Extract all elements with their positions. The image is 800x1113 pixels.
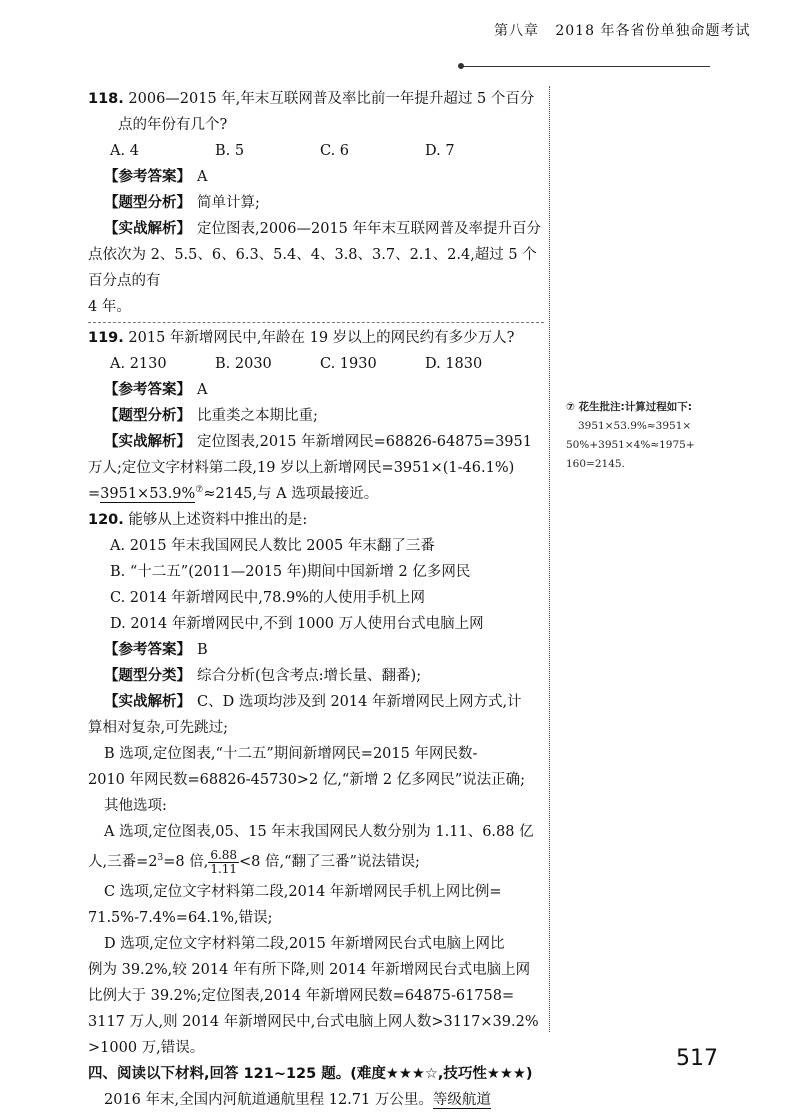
option-d: D. 2014 年新增网民中,不到 1000 万人使用台式电脑上网 <box>110 616 484 632</box>
sidenote-line: 50%+3951×4%≈1975+ <box>566 439 695 451</box>
q119-options <box>88 351 544 377</box>
q120-type: 【题型分类】 综合分析(包含考点:增长量、翻番); <box>104 668 422 684</box>
option-c: C. 6 <box>320 143 350 159</box>
q120-stem: 120. 能够从上述资料中推出的是: <box>88 512 308 528</box>
option-d: D. 7 <box>425 143 455 159</box>
q119-type: 【题型分析】 比重类之本期比重; <box>104 408 318 424</box>
option-a-analysis-cont: 人,三番$=2^3=8$ 倍, $\frac{6.88}{1.11}$ <8 倍,“翻了三番”说法错误; <box>88 847 420 876</box>
q119-analysis: 【实战解析】 定位图表,2015 年新增网民=68826-64875=3951 <box>104 434 532 450</box>
others-label: 其他选项: <box>104 798 167 814</box>
chapter-title: 2018 年各省份单独命题考试 <box>555 23 751 39</box>
q120-analysis: 【实战解析】 C、D 选项均涉及到 2014 年新增网民上网方式,计 <box>104 694 522 710</box>
q118-analysis: 【实战解析】 定位图表,2006—2015 年年末互联网普及率提升百分 <box>104 221 542 237</box>
sidenote-line: 3951×53.9%≈3951× <box>578 420 692 432</box>
q119-analysis-end: =3951×53.9%⑦≈2145,与 A 选项最接近。 <box>88 485 379 502</box>
option-d-analysis-cont: 比例大于 39.2%;定位图表,2014 年新增网民数=64875-61758= <box>88 988 515 1004</box>
q119-stem: 119. 2015 年新增网民中,年龄在 19 岁以上的网民约有多少万人? <box>88 330 515 346</box>
sidenote-line: 160=2145. <box>566 458 625 470</box>
option-b: B. 5 <box>215 143 245 159</box>
option-a: A. 4 <box>110 143 139 159</box>
section-heading: 四、阅读以下材料,回答 121~125 题。(难度★★★☆,技巧性★★★) <box>88 1066 533 1082</box>
q119-analysis-cont: 万人;定位文字材料第二段,19 岁以上新增网民=3951×(1-46.1%) <box>88 460 515 476</box>
section-body: 2016 年末,全国内河航道通航里程 12.71 万公里。等级航道 <box>104 1092 491 1108</box>
q120-analysis-cont: 算相对复杂,可先跳过; <box>88 720 228 736</box>
option-d-analysis-end: >1000 万,错误。 <box>88 1040 205 1056</box>
option-d-analysis-cont: 例为 39.2%,较 2014 年有所下降,则 2014 年新增网民台式电脑上网 <box>88 962 531 978</box>
separator <box>88 322 544 323</box>
option-b-analysis: B 选项,定位图表,“十二五”期间新增网民=2015 年网民数- <box>104 746 478 762</box>
margin-divider <box>549 86 550 1032</box>
q118-type: 【题型分析】 简单计算; <box>104 195 260 211</box>
option-c: C. 1930 <box>320 356 377 372</box>
option-a: A. 2130 <box>110 356 167 372</box>
page-number: 517 <box>676 1046 718 1071</box>
option-a: A. 2015 年末我国网民人数比 2005 年末翻了三番 <box>110 538 435 554</box>
option-d: D. 1830 <box>425 356 483 372</box>
fraction: $\frac{6.88}{1.11}$ <box>210 847 238 876</box>
q118-analysis-end: 4 年。 <box>88 299 131 315</box>
option-c: C. 2014 年新增网民中,78.9%的人使用手机上网 <box>110 590 425 606</box>
q118-answer: 【参考答案】 A <box>104 169 208 185</box>
q118-options <box>88 138 544 164</box>
header-rule <box>462 66 710 67</box>
main-column <box>88 86 544 1113</box>
q119-answer: 【参考答案】 A <box>104 382 208 398</box>
footnote-marker: ⑦ <box>195 485 204 496</box>
q118-stem-cont: 点的年份有几个? <box>118 117 228 133</box>
q118-stem: 118. 2006—2015 年,年末互联网普及率比前一年提升超过 5 个百分 <box>88 91 535 107</box>
option-c-analysis: C 选项,定位文字材料第二段,2014 年新增网民手机上网比例= <box>104 884 502 900</box>
option-b: B. “十二五”(2011—2015 年)期间中国新增 2 亿多网民 <box>110 564 471 580</box>
option-a-analysis: A 选项,定位图表,05、15 年末我国网民人数分别为 1.11、6.88 亿 <box>104 824 534 840</box>
q120-answer: 【参考答案】 B <box>104 642 208 658</box>
sidenote <box>566 398 741 474</box>
running-header <box>494 20 750 40</box>
option-c-analysis-cont: 71.5%-7.4%=64.1%,错误; <box>88 910 273 926</box>
chapter-label: 第八章 <box>494 23 539 39</box>
q118-analysis-cont: 点依次为 2、5.5、6、6.3、5.4、4、3.8、3.7、2.1、2.4,超过 5 个百分点的有 <box>88 247 537 289</box>
option-b: B. 2030 <box>215 356 272 372</box>
option-d-analysis-cont: 3117 万人,则 2014 年新增网民中,台式电脑上网人数>3117×39.2% <box>88 1014 539 1030</box>
option-b-analysis-cont: 2010 年网民数=68826-45730>2 亿,“新增 2 亿多网民”说法正确; <box>88 772 526 788</box>
sidenote-title: ⑦ 花生批注:计算过程如下: <box>566 401 692 413</box>
option-d-analysis: D 选项,定位文字材料第二段,2015 年新增网民台式电脑上网比 <box>104 936 505 952</box>
